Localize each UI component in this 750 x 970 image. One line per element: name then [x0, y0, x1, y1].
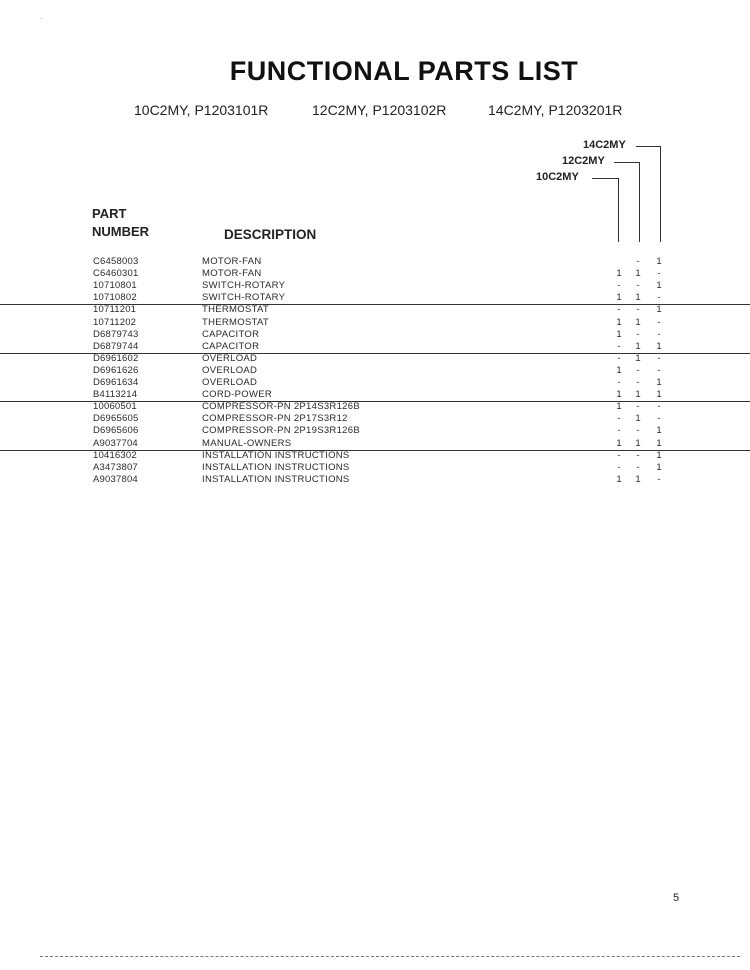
qty-14c2my-cell: 1: [656, 389, 662, 401]
qty-12c2my-cell: 1: [635, 389, 641, 401]
table-row: [0, 353, 750, 365]
description-cell: INSTALLATION INSTRUCTIONS: [202, 461, 350, 473]
qty-14c2my-cell: 1: [656, 437, 662, 449]
part-number-cell: 10710801: [93, 280, 137, 292]
table-row: [0, 292, 750, 305]
qty-12c2my-cell: -: [636, 280, 640, 292]
qty-10c2my-cell: 1: [616, 364, 622, 376]
description-cell: CORD-POWER: [202, 389, 273, 401]
table-row: [0, 389, 750, 402]
qty-14c2my-cell: 1: [656, 304, 662, 316]
qty-12c2my-cell: 1: [635, 316, 641, 328]
qty-12c2my-cell: 1: [635, 292, 641, 304]
qty-10c2my-cell: 1: [616, 268, 622, 280]
qty-14c2my-cell: 1: [656, 340, 662, 352]
qty-10c2my-cell: -: [617, 340, 621, 352]
qty-12c2my-cell: -: [636, 461, 640, 473]
description-cell: CAPACITOR: [202, 340, 260, 352]
qty-14c2my-cell: -: [657, 364, 661, 376]
part-number-cell: D6879743: [93, 328, 139, 340]
part-number-cell: D6961602: [93, 352, 139, 364]
qty-12c2my-cell: -: [636, 304, 640, 316]
description-cell: COMPRESSOR-PN 2P17S3R12: [202, 413, 348, 425]
qty-14c2my-cell: 1: [656, 256, 662, 267]
qty-10c2my-cell: -: [617, 449, 621, 461]
qty-10c2my-cell: 1: [616, 292, 622, 304]
qty-12c2my-cell: -: [636, 364, 640, 376]
qty-12c2my-cell: 1: [635, 437, 641, 449]
description-cell: OVERLOAD: [202, 364, 258, 376]
model-label-10c2my: 10C2MY, P1203101R: [134, 102, 269, 118]
table-row: [0, 365, 750, 377]
table-row: [0, 268, 750, 280]
legend-10c2my: 10C2MY: [536, 171, 579, 183]
qty-14c2my-cell: 1: [656, 449, 662, 461]
table-row: [0, 329, 750, 341]
table-row: [0, 377, 750, 389]
part-number-cell: A9037804: [93, 473, 138, 485]
header-part: PART: [92, 206, 127, 221]
qty-14c2my-cell: 1: [656, 425, 662, 437]
part-number-cell: 10711202: [93, 316, 137, 328]
description-cell: COMPRESSOR-PN 2P19S3R126B: [202, 425, 360, 437]
description-cell: MANUAL-OWNERS: [202, 437, 292, 449]
table-row: [0, 304, 750, 316]
part-number-cell: A3473807: [93, 461, 138, 473]
part-number-cell: 10416302: [93, 449, 137, 461]
description-cell: OVERLOAD: [202, 377, 258, 388]
description-cell: CAPACITOR: [202, 328, 260, 340]
qty-14c2my-cell: -: [657, 352, 661, 364]
qty-12c2my-cell: 1: [635, 473, 641, 485]
part-number-cell: C6460301: [93, 268, 139, 280]
table-row: [0, 474, 750, 486]
qty-12c2my-cell: -: [636, 256, 640, 267]
part-number-cell: D6961626: [93, 364, 139, 376]
description-cell: INSTALLATION INSTRUCTIONS: [202, 449, 350, 461]
header-description: DESCRIPTION: [224, 227, 317, 242]
qty-12c2my-cell: 1: [635, 352, 641, 364]
part-number-cell: D6961634: [93, 377, 139, 388]
qty-10c2my-cell: 1: [616, 316, 622, 328]
table-row: [0, 256, 750, 268]
legend-connector-12: [614, 162, 639, 163]
qty-10c2my-cell: 1: [616, 328, 622, 340]
table-row: [0, 317, 750, 329]
page-number: 5: [673, 892, 680, 904]
legend-connector-14: [636, 146, 660, 147]
qty-14c2my-cell: -: [657, 268, 661, 280]
qty-14c2my-cell: -: [657, 401, 661, 413]
legend-12c2my: 12C2MY: [562, 155, 605, 167]
model-label-12c2my: 12C2MY, P1203102R: [312, 102, 447, 118]
qty-10c2my-cell: -: [617, 413, 621, 425]
part-number-cell: D6879744: [93, 340, 139, 352]
qty-14c2my-cell: -: [657, 316, 661, 328]
table-row: [0, 341, 750, 354]
qty-10c2my-cell: 1: [616, 389, 622, 401]
qty-10c2my-cell: 1: [616, 473, 622, 485]
qty-14c2my-cell: -: [657, 292, 661, 304]
table-row: [0, 450, 750, 462]
scan-speck: ·: [40, 14, 43, 23]
qty-10c2my-cell: -: [617, 304, 621, 316]
description-cell: MOTOR-FAN: [202, 256, 262, 267]
qty-12c2my-cell: -: [636, 328, 640, 340]
qty-12c2my-cell: 1: [635, 340, 641, 352]
qty-14c2my-cell: -: [657, 328, 661, 340]
legend-connector-10: [592, 178, 618, 179]
qty-12c2my-cell: 1: [635, 413, 641, 425]
qty-12c2my-cell: -: [636, 449, 640, 461]
qty-10c2my-cell: 1: [616, 401, 622, 413]
qty-14c2my-cell: -: [657, 413, 661, 425]
qty-14c2my-cell: 1: [656, 461, 662, 473]
qty-10c2my-cell: -: [617, 377, 621, 388]
table-row: [0, 401, 750, 413]
page-title: FUNCTIONAL PARTS LIST: [229, 56, 579, 86]
legend-drop-14: [660, 146, 661, 242]
qty-12c2my-cell: 1: [635, 268, 641, 280]
part-number-cell: 10711201: [93, 304, 137, 316]
part-number-cell: B4113214: [93, 389, 138, 401]
description-cell: MOTOR-FAN: [202, 268, 262, 280]
qty-10c2my-cell: -: [617, 425, 621, 437]
part-number-cell: D6965605: [93, 413, 139, 425]
qty-10c2my-cell: 1: [616, 437, 622, 449]
qty-10c2my-cell: -: [617, 280, 621, 292]
description-cell: THERMOSTAT: [202, 316, 270, 328]
description-cell: SWITCH-ROTARY: [202, 280, 286, 292]
header-number: NUMBER: [92, 224, 150, 239]
model-label-14c2my: 14C2MY, P1203201R: [488, 102, 623, 118]
table-row: [0, 462, 750, 474]
legend-drop-12: [639, 162, 640, 242]
qty-12c2my-cell: -: [636, 425, 640, 437]
qty-12c2my-cell: -: [636, 377, 640, 388]
qty-14c2my-cell: 1: [656, 377, 662, 388]
description-cell: OVERLOAD: [202, 352, 258, 364]
part-number-cell: A9037704: [93, 437, 138, 449]
description-cell: THERMOSTAT: [202, 304, 270, 316]
table-row: [0, 438, 750, 451]
table-row: [0, 425, 750, 437]
table-row: [0, 413, 750, 425]
part-number-cell: D6965606: [93, 425, 139, 437]
part-number-cell: 10060501: [93, 401, 137, 413]
qty-10c2my-cell: -: [617, 461, 621, 473]
part-number-cell: 10710802: [93, 292, 137, 304]
description-cell: INSTALLATION INSTRUCTIONS: [202, 473, 350, 485]
qty-14c2my-cell: -: [657, 473, 661, 485]
qty-14c2my-cell: 1: [656, 280, 662, 292]
table-row: [0, 280, 750, 292]
legend-drop-10: [618, 178, 619, 242]
qty-10c2my-cell: -: [617, 352, 621, 364]
description-cell: SWITCH-ROTARY: [202, 292, 286, 304]
description-cell: COMPRESSOR-PN 2P14S3R126B: [202, 401, 360, 413]
bottom-rule: [40, 956, 740, 957]
legend-14c2my: 14C2MY: [583, 139, 626, 151]
part-number-cell: C6458003: [93, 256, 139, 267]
qty-12c2my-cell: -: [636, 401, 640, 413]
